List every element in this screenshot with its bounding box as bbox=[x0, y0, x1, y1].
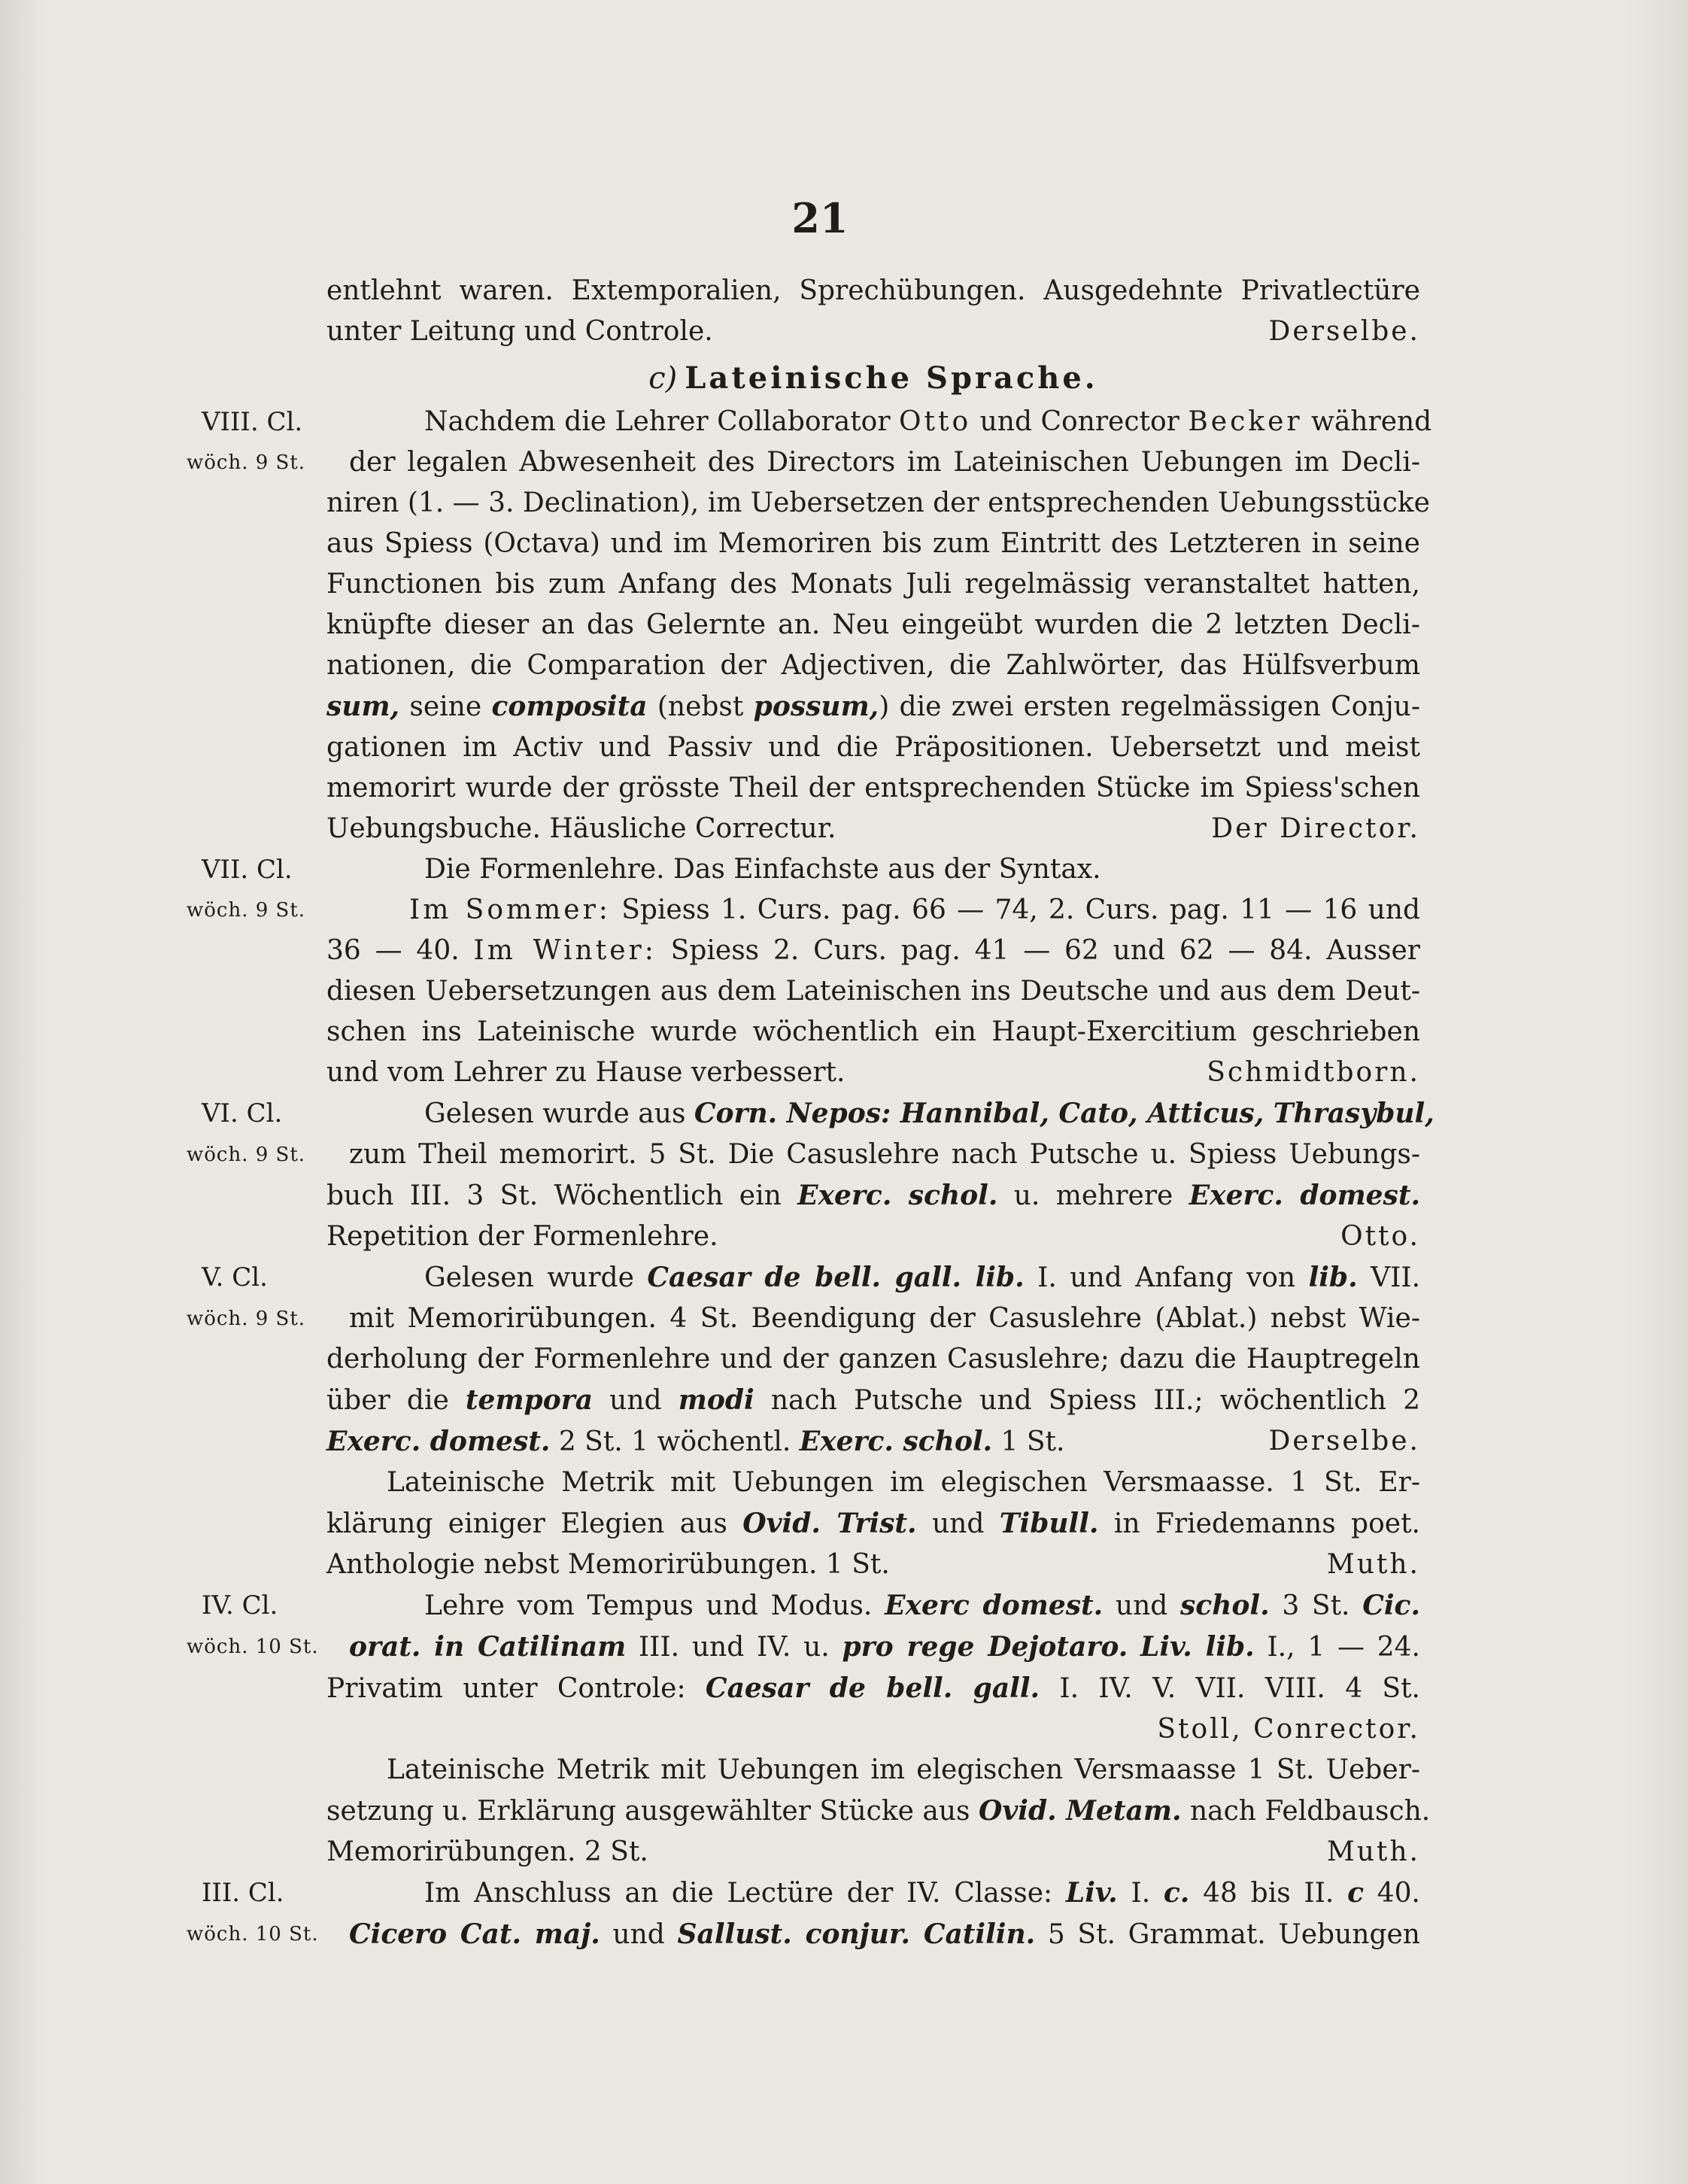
signature: Muth. bbox=[1326, 1549, 1420, 1580]
class-iv-line: Privatim unter Controle: Caesar de bell. gall. I. IV. V. VII. VIII. 4 St. bbox=[326, 1672, 1421, 1704]
class-vi-line: wöch. 9 St. zum Theil memorirt. 5 St. Die Casuslehre nach Putsche u. Spiess Uebungs- bbox=[187, 1139, 1420, 1170]
signature: Der Director. bbox=[1211, 813, 1420, 844]
class-v-line: Lateinische Metrik mit Uebungen im elegischen Versmaasse. 1 St. Er- bbox=[387, 1467, 1420, 1498]
signature: Stoll, Conrector. bbox=[1157, 1714, 1420, 1745]
signature: Schmidtborn. bbox=[1207, 1057, 1420, 1088]
signature: Otto. bbox=[1340, 1221, 1420, 1252]
class-viii-line: knüpfte dieser an das Gelernte an. Neu eingeübt wurden die 2 letzten Decli- bbox=[326, 609, 1420, 640]
class-viii-line: memorirt wurde der grösste Theil der entsprechenden Stücke im Spiess'schen bbox=[326, 773, 1420, 803]
class-iv-line: Memorirübungen. 2 St. Muth. bbox=[164, 1832, 1420, 1873]
class-viii-line: gationen im Activ und Passiv und die Präpositionen. Uebersetzt und meist bbox=[326, 732, 1420, 763]
class-viii-line: Functionen bis zum Anfang des Monats Juli regelmässig veranstaltet hatten, bbox=[326, 569, 1420, 600]
signature: Derselbe. bbox=[1268, 1426, 1420, 1457]
class-viii-line: Uebungsbuche. Häusliche Correctur. Der Director. bbox=[164, 809, 1420, 849]
class-vii-line: wöch. 9 St. Im Sommer: Spiess 1. Curs. pag. 66 — 74, 2. Curs. pag. 11 — 16 und bbox=[187, 895, 1420, 925]
intro-line: entlehnt waren. Extemporalien, Sprechübungen. Ausgedehnte Privatlectüre bbox=[326, 275, 1420, 306]
class-vi-line: VI. Cl. Gelesen wurde aus Corn. Nepos: Hannibal, Cato, Atticus, Thrasybul, bbox=[202, 1098, 1434, 1129]
class-iv-line: wöch. 10 St. orat. in Catilinam III. und IV. u. pro rege Dejotaro. Liv. lib. I., 1 — 24. bbox=[187, 1631, 1420, 1663]
signature: Derselbe. bbox=[1268, 316, 1420, 347]
class-v-line: über die tempora und modi nach Putsche und Spiess III.; wöchentlich 2 bbox=[326, 1384, 1420, 1416]
class-v-line: wöch. 9 St. mit Memorirübungen. 4 St. Beendigung der Casuslehre (Ablat.) nebst Wie- bbox=[187, 1303, 1420, 1334]
class-viii-line: VIII. Cl. Nachdem die Lehrer Collaborator Otto und Conrector Becker während bbox=[202, 406, 1432, 437]
class-vii-line: schen ins Lateinische wurde wöchentlich ein Haupt-Exercitium geschrieben bbox=[326, 1016, 1420, 1047]
class-viii-line: niren (1. — 3. Declination), im Uebersetzen der entsprechenden Uebungsstücke bbox=[326, 488, 1430, 518]
class-vii-line: 36 — 40. Im Winter: Spiess 2. Curs. pag. 41 — 62 und 62 — 84. Ausser bbox=[326, 935, 1421, 966]
class-vii-line: und vom Lehrer zu Hause verbessert. Schmidtborn. bbox=[164, 1053, 1420, 1093]
section-heading: c) Lateinische Sprache. bbox=[648, 360, 1098, 396]
page-number: 21 bbox=[791, 194, 849, 242]
class-viii-line: sum, seine composita (nebst possum,) die zwei ersten regelmässigen Conju- bbox=[326, 691, 1420, 722]
class-iii-line: wöch. 10 St. Cicero Cat. maj. und Sallust. conjur. Catilin. 5 St. Grammat. Uebungen bbox=[187, 1918, 1420, 1950]
class-viii-line: nationen, die Comparation der Adjectiven, die Zahlwörter, das Hülfsverbum bbox=[326, 650, 1420, 681]
class-iii-line: III. Cl. Im Anschluss an die Lectüre der IV. Classe: Liv. I. c. 48 bis II. c 40. bbox=[202, 1877, 1421, 1909]
document-body bbox=[164, 271, 1434, 1955]
signature: Muth. bbox=[1326, 1836, 1420, 1867]
class-vi-line: buch III. 3 St. Wöchentlich ein Exerc. schol. u. mehrere Exerc. domest. bbox=[326, 1180, 1420, 1211]
class-iv-line: IV. Cl. Lehre vom Tempus und Modus. Exerc domest. und schol. 3 St. Cic. bbox=[202, 1590, 1420, 1621]
class-v-line: V. Cl. Gelesen wurde Caesar de bell. gall. lib. I. und Anfang von lib. VII. bbox=[202, 1262, 1421, 1293]
class-iv-line bbox=[164, 1709, 1420, 1750]
class-vi-line: Repetition der Formenlehre. Otto. bbox=[164, 1217, 1420, 1257]
class-v-line: derholung der Formenlehre und der ganzen Casuslehre; dazu die Hauptregeln bbox=[326, 1344, 1420, 1374]
class-v-line: klärung einiger Elegien aus Ovid. Trist. und Tibull. in Friedemanns poet. bbox=[326, 1508, 1420, 1539]
class-viii-line: wöch. 9 St. der legalen Abwesenheit des Directors im Lateinischen Uebungen im Decli- bbox=[187, 447, 1420, 478]
class-v-line: Exerc. domest. 2 St. 1 wöchentl. Exerc. schol. 1 St. Derselbe. bbox=[164, 1421, 1420, 1463]
class-iv-line: setzung u. Erklärung ausgewählter Stücke aus Ovid. Metam. nach Feldbausch. bbox=[326, 1795, 1431, 1827]
class-iv-line: Lateinische Metrik mit Uebungen im elegischen Versmaasse 1 St. Ueber- bbox=[387, 1754, 1420, 1785]
class-v-line: Anthologie nebst Memorirübungen. 1 St. Muth. bbox=[164, 1545, 1420, 1585]
class-viii-line: aus Spiess (Octava) und im Memoriren bis zum Eintritt des Letzteren in seine bbox=[326, 528, 1420, 559]
intro-line: unter Leitung und Controle. Derselbe. bbox=[164, 311, 1420, 352]
class-vii-line: VII. Cl. Die Formenlehre. Das Einfachste aus der Syntax. bbox=[202, 854, 1101, 885]
class-vii-line: diesen Uebersetzungen aus dem Lateinischen ins Deutsche und aus dem Deut- bbox=[326, 976, 1420, 1007]
